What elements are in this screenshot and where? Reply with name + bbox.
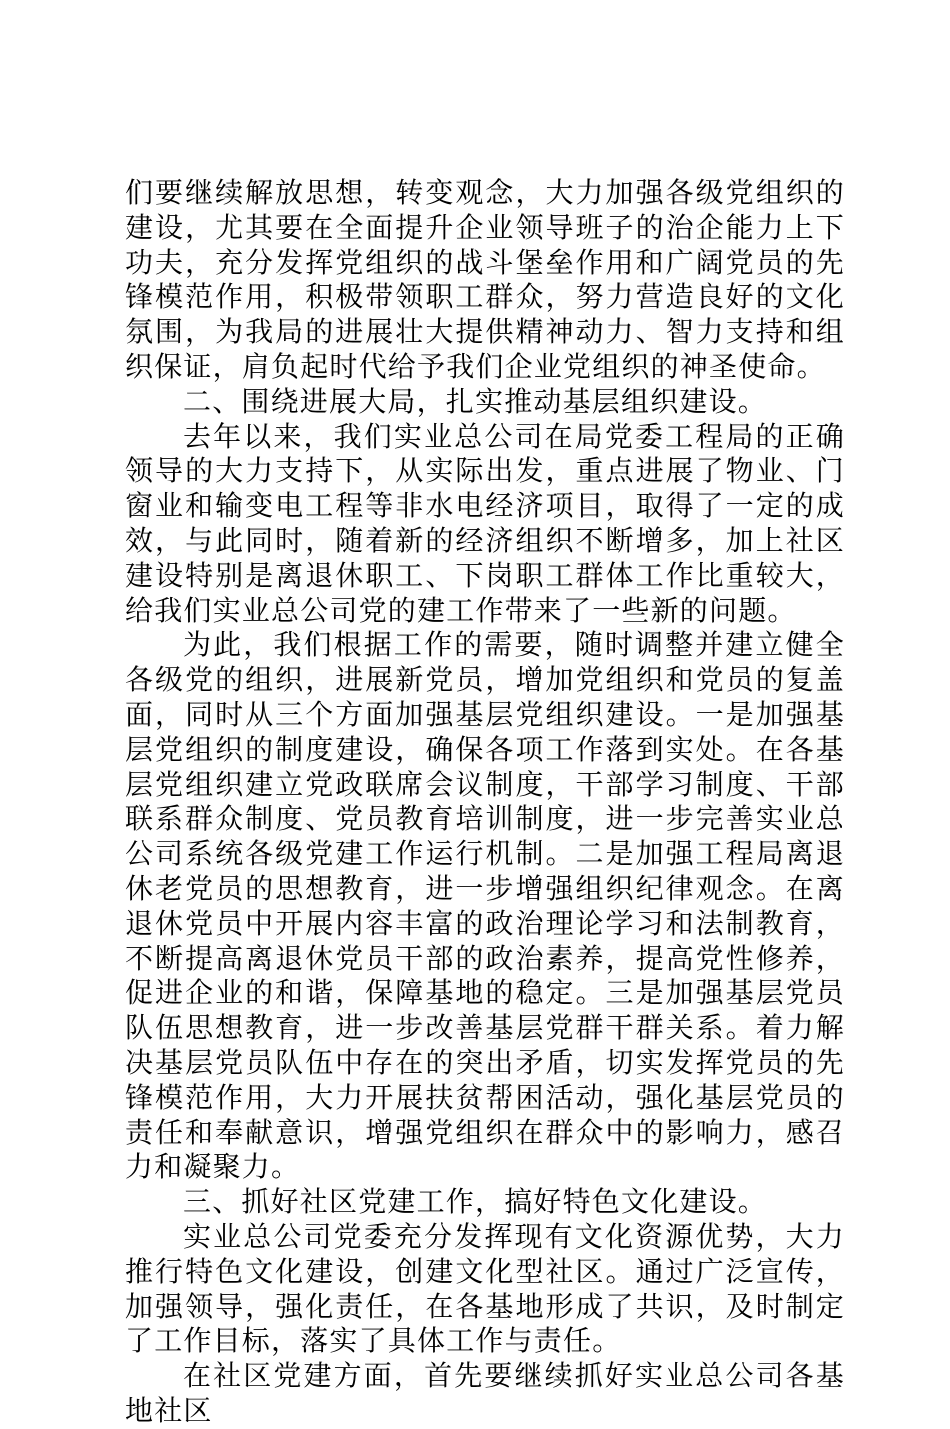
paragraph-2: 去年以来，我们实业总公司在局党委工程局的正确领导的大力支持下，从实际出发，重点进展了物业、门窗业和输变电工程等非水电经济项目，取得了一定的成效，与此同时，随着新的经济组织不断增多，加上社区建设特别是离退休职工、下岗职工群体工作比重较大，给我们实业总公司党的建工作带来了一些新的问题。 (125, 419, 845, 627)
section-heading-2: 二、围绕进展大局，扎实推动基层组织建设。 (183, 384, 768, 418)
paragraph-4: 实业总公司党委充分发挥现有文化资源优势，大力推行特色文化建设，创建文化型社区。通过广泛宣传，加强领导，强化责任，在各基地形成了共识，及时制定了工作目标，落实了具体工作与责任。 (125, 1219, 845, 1358)
paragraph-5: 在社区党建方面，首先要继续抓好实业总公司各基地社区 (125, 1359, 845, 1427)
paragraph-1: 们要继续解放思想，转变观念，大力加强各级党组织的建设，尤其要在全面提升企业领导班子的治企能力上下功夫，充分发挥党组织的战斗堡垒作用和广阔党员的先锋模范作用，积极带领职工群众，努力营造良好的文化氛围，为我局的进展壮大提供精神动力、智力支持和组织保证，肩负起时代给予我们企业党组织的神圣使命。 (125, 176, 845, 383)
body-text (125, 176, 845, 1429)
section-heading-3: 三、抓好社区党建工作，搞好特色文化建设。 (183, 1185, 768, 1219)
paragraph-3: 为此，我们根据工作的需要，随时调整并建立健全各级党的组织，进展新党员，增加党组织和党员的复盖面，同时从三个方面加强基层党组织建设。一是加强基层党组织的制度建设，确保各项工作落到实处。在各基层党组织建立党政联席会议制度，干部学习制度、干部联系群众制度、党员教育培训制度，进一步完善实业总公司系统各级党建工作运行机制。二是加强工程局离退休老党员的思想教育，进一步增强组织纪律观念。在离退休党员中开展内容丰富的政治理论学习和法制教育，不断提高离退休党员干部的政治素养，提高党性修养，促进企业的和谐，保障基地的稳定。三是加强基层党员队伍思想教育，进一步改善基层党群干群关系。着力解决基层党员队伍中存在的突出矛盾，切实发挥党员的先锋模范作用，大力开展扶贫帮困活动，强化基层党员的责任和奉献意识，增强党组织在群众中的影响力，感召力和凝聚力。 (125, 628, 845, 1184)
